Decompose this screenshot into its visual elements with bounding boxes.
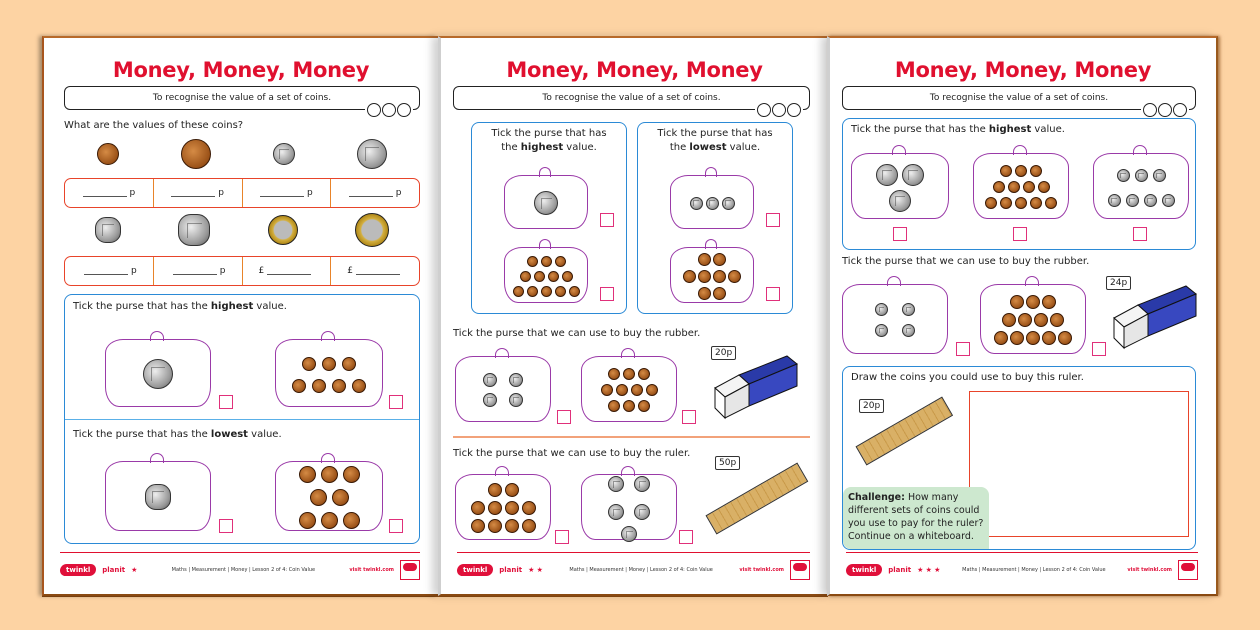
objective-banner	[842, 86, 1196, 110]
coin-20p-icon	[145, 484, 171, 510]
assessment-circle[interactable]	[382, 103, 396, 117]
tick-box[interactable]	[219, 519, 233, 533]
tick-box[interactable]	[682, 410, 696, 424]
question-rubber: Tick the purse that we can use to buy the rubber.	[842, 256, 1090, 267]
question-highest: Tick the purse that has the highest value.	[491, 128, 607, 153]
twinkl-logo: twinkl	[457, 564, 493, 576]
purse-icon	[504, 175, 588, 229]
planit-logo: planit	[499, 565, 523, 574]
answer-cell[interactable]: p	[65, 179, 154, 207]
divider	[65, 419, 419, 420]
coin-1pound-icon	[268, 215, 298, 245]
page-title: Money, Money, Money	[112, 58, 370, 82]
purse-icon	[275, 461, 383, 531]
page-footer	[846, 552, 1198, 582]
tick-box[interactable]	[766, 287, 780, 301]
assessment-circle[interactable]	[397, 103, 411, 117]
purse-icon	[980, 284, 1086, 354]
purse-icon	[455, 474, 551, 540]
ruler-icon	[706, 462, 809, 534]
quality-badge-icon	[1178, 560, 1198, 580]
drawing-area[interactable]	[969, 391, 1189, 537]
difficulty-stars: ★ ★ ★	[917, 565, 941, 574]
objective-text: To recognise the value of a set of coins.	[929, 93, 1109, 103]
rubber-eraser-icon	[709, 350, 801, 420]
purse-icon	[581, 474, 677, 540]
tick-box[interactable]	[1092, 342, 1106, 356]
purse-icon	[973, 153, 1069, 219]
planit-logo: planit	[102, 565, 126, 574]
purse-icon	[842, 284, 948, 354]
visit-link[interactable]: visit twinkl.com	[739, 566, 784, 573]
question-coin-values: What are the values of these coins?	[64, 120, 244, 131]
assessment-circle[interactable]	[367, 103, 381, 117]
worksheet-page-1	[42, 36, 438, 596]
tick-box[interactable]	[956, 342, 970, 356]
tick-box[interactable]	[600, 213, 614, 227]
answer-cell[interactable]: p	[154, 179, 243, 207]
difficulty-stars: ★ ★	[528, 565, 543, 574]
rubber-eraser-icon	[1108, 280, 1200, 350]
objective-text: To recognise the value of a set of coins.	[152, 93, 332, 103]
tick-box[interactable]	[1133, 227, 1147, 241]
answer-row-1	[64, 178, 420, 208]
divider	[453, 436, 810, 438]
purse-icon	[581, 356, 677, 422]
assessment-circle[interactable]	[1173, 103, 1187, 117]
coin-10p-icon	[143, 359, 173, 389]
answer-row-2	[64, 256, 420, 286]
tick-box[interactable]	[557, 410, 571, 424]
highest-value-box	[471, 122, 627, 314]
answer-blank[interactable]	[83, 189, 127, 197]
twinkl-logo: twinkl	[846, 564, 882, 576]
course-info: Maths | Measurement | Money | Lesson 2 of 4: Coin Value	[569, 566, 713, 573]
page-title: Money, Money, Money	[506, 58, 763, 82]
answer-blank[interactable]	[356, 267, 400, 275]
answer-blank[interactable]	[173, 267, 217, 275]
answer-cell[interactable]: p	[154, 257, 243, 285]
purse-icon	[105, 461, 211, 531]
coin-row-2	[66, 212, 418, 248]
tick-box[interactable]	[555, 530, 569, 544]
visit-link[interactable]: visit twinkl.com	[1127, 566, 1172, 573]
challenge-box: Challenge: How many different sets of coins could you use to pay for the ruler? Continue on a whiteboard.	[843, 487, 989, 549]
purse-icon	[275, 339, 383, 407]
purse-icon	[851, 153, 949, 219]
assessment-circle[interactable]	[1158, 103, 1172, 117]
objective-banner	[64, 86, 420, 110]
price-tag: 20p	[859, 399, 884, 413]
objective-text: To recognise the value of a set of coins.	[542, 93, 721, 103]
price-tag: 50p	[715, 456, 740, 470]
answer-cell[interactable]: p	[331, 179, 419, 207]
answer-blank[interactable]	[171, 189, 215, 197]
coin-row-1	[66, 138, 418, 170]
question-lowest: Tick the purse that has the lowest value.	[657, 128, 773, 153]
page-title: Money, Money, Money	[894, 58, 1152, 82]
assessment-circle[interactable]	[757, 103, 771, 117]
answer-blank[interactable]	[84, 267, 128, 275]
purse-icon	[670, 175, 754, 229]
purse-icon	[504, 247, 588, 303]
question-draw: Draw the coins you could use to buy this ruler.	[851, 372, 1084, 383]
purse-icon	[670, 247, 754, 303]
assessment-circle[interactable]	[787, 103, 801, 117]
coin-20p-icon	[95, 217, 121, 243]
tick-box[interactable]	[389, 395, 403, 409]
question-highest: Tick the purse that has the highest value.	[73, 301, 287, 312]
self-assessment-circles	[365, 103, 413, 117]
tick-box[interactable]	[1013, 227, 1027, 241]
price-tag: 24p	[1106, 276, 1131, 290]
question-ruler: Tick the purse that we can use to buy the ruler.	[453, 448, 691, 459]
self-assessment-circles	[755, 103, 803, 117]
question-lowest: Tick the purse that has the lowest value.	[73, 429, 282, 440]
question-rubber: Tick the purse that we can use to buy the rubber.	[453, 328, 701, 339]
assessment-circle[interactable]	[772, 103, 786, 117]
coin-1p-icon	[97, 143, 119, 165]
coin-50p-icon	[178, 214, 210, 246]
objective-banner	[453, 86, 810, 110]
coin-10p-icon	[534, 191, 558, 215]
tick-box[interactable]	[389, 519, 403, 533]
answer-blank[interactable]	[260, 189, 304, 197]
quality-badge-icon	[400, 560, 420, 580]
worksheet-page-2	[438, 36, 828, 596]
purse-icon	[105, 339, 211, 407]
question-highest: Tick the purse that has the highest value.	[851, 124, 1065, 135]
purse-questions-box	[64, 294, 420, 544]
tick-box[interactable]	[766, 213, 780, 227]
answer-blank[interactable]	[349, 189, 393, 197]
difficulty-stars: ★	[131, 565, 138, 574]
assessment-circle[interactable]	[1143, 103, 1157, 117]
draw-coins-box	[842, 366, 1196, 550]
tick-box[interactable]	[679, 530, 693, 544]
tick-box[interactable]	[893, 227, 907, 241]
answer-cell[interactable]: p	[65, 257, 154, 285]
tick-box[interactable]	[600, 287, 614, 301]
page-footer	[60, 552, 420, 582]
tick-box[interactable]	[219, 395, 233, 409]
visit-link[interactable]: visit twinkl.com	[349, 566, 394, 573]
course-info: Maths | Measurement | Money | Lesson 2 of 4: Coin Value	[171, 566, 316, 573]
twinkl-logo: twinkl	[60, 564, 96, 576]
self-assessment-circles	[1141, 103, 1189, 117]
answer-cell[interactable]: £	[331, 257, 419, 285]
coin-2pound-icon	[355, 213, 389, 247]
worksheet-page-3	[827, 36, 1218, 596]
highest-value-box	[842, 118, 1196, 250]
purse-icon	[455, 356, 551, 422]
coin-5p-icon	[273, 143, 295, 165]
purse-icon	[1093, 153, 1189, 219]
page-footer	[457, 552, 810, 582]
course-info: Maths | Measurement | Money | Lesson 2 of 4: Coin Value	[962, 566, 1106, 573]
answer-cell[interactable]: p	[243, 179, 332, 207]
coin-10p-icon	[357, 139, 387, 169]
coin-2p-icon	[181, 139, 211, 169]
quality-badge-icon	[790, 560, 810, 580]
answer-blank[interactable]	[267, 267, 311, 275]
price-tag: 20p	[711, 346, 736, 360]
planit-logo: planit	[888, 565, 912, 574]
lowest-value-box	[637, 122, 793, 314]
answer-cell[interactable]: £	[243, 257, 332, 285]
